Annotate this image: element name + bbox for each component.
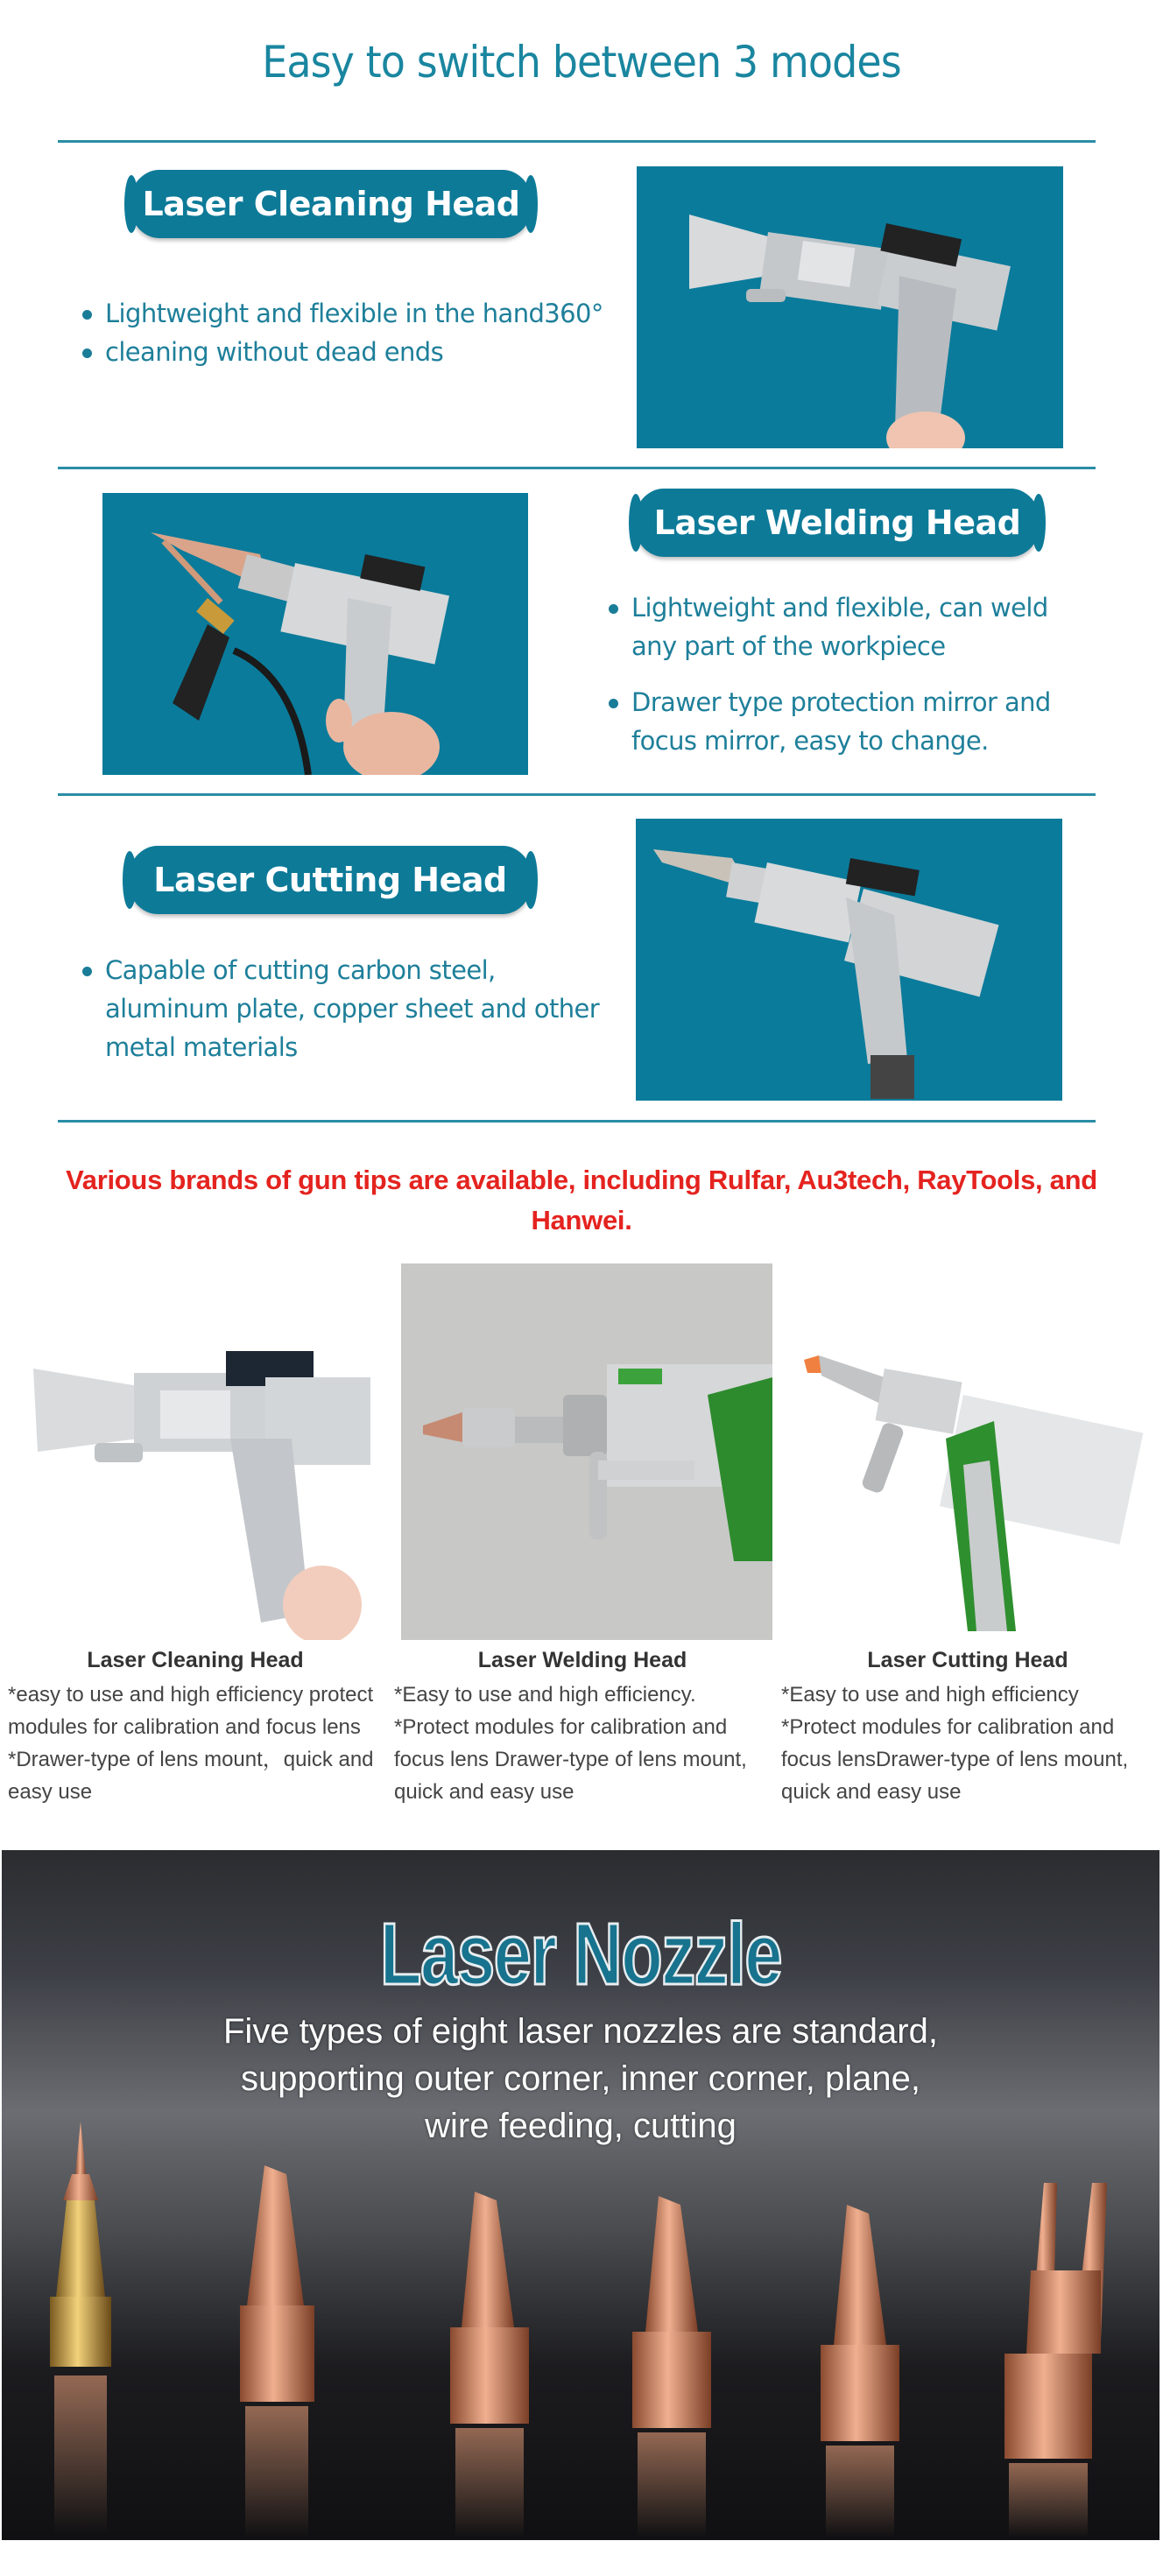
- product-image-cutting: [788, 1263, 1156, 1640]
- bullet-item: Lightweight and flexible, can weld any part of the workpiece: [607, 588, 1097, 665]
- divider: [58, 1120, 1096, 1123]
- cleaning-head-ribbon: [130, 170, 532, 238]
- product-desc-cutting: *Easy to use and high efficiency *Protect modules for calibration and focus lensDrawer-type of lens mount, quick and easy use: [781, 1683, 1129, 1804]
- subtitle-line: Five types of eight laser nozzles are standard,: [223, 2012, 938, 2051]
- welding-head-label: Laser Welding Head: [653, 503, 1021, 542]
- divider: [58, 467, 1096, 469]
- product-image-welding: [401, 1263, 772, 1640]
- cleaning-head-bullets: [81, 294, 624, 371]
- welding-head-ribbon: [634, 489, 1040, 557]
- subtitle-line: wire feeding, cutting: [425, 2107, 737, 2145]
- laser-nozzle-banner: [2, 1850, 1159, 2540]
- divider: [58, 793, 1096, 796]
- nozzle-4: [632, 2196, 711, 2537]
- cleaning-head-photo: [637, 166, 1063, 448]
- laser-cleaning-gun-icon: [637, 166, 1063, 448]
- nozzle-6-fork: [1004, 2183, 1107, 2537]
- bullet-item: Drawer type protection mirror and focus mirror, easy to change.: [607, 683, 1097, 760]
- product-desc-welding: *Easy to use and high efficiency. *Protect modules for calibration and focus lens Drawer-type of lens mount, quick and easy use: [394, 1683, 747, 1804]
- welding-head-bullets: [607, 588, 1097, 778]
- nozzle-banner-title: Laser Nozzle: [379, 1905, 782, 2003]
- laser-welding-gun-icon: [102, 493, 528, 775]
- laser-cutting-gun-icon: [636, 819, 1062, 1101]
- nozzle-1: [50, 2122, 111, 2533]
- subtitle-line: supporting outer corner, inner corner, plane,: [240, 2059, 921, 2098]
- product-title-cleaning: Laser Cleaning Head: [87, 1648, 304, 1672]
- cutting-head-image-icon: [788, 1263, 1156, 1640]
- cleaning-head-label: Laser Cleaning Head: [142, 185, 520, 223]
- nozzle-3: [450, 2192, 529, 2537]
- section-title: Easy to switch between 3 modes: [262, 37, 901, 88]
- cutting-head-label: Laser Cutting Head: [153, 861, 507, 899]
- product-image-cleaning: [7, 1263, 384, 1640]
- bullet-item: cleaning without dead ends: [81, 333, 624, 371]
- cutting-head-photo: [636, 819, 1062, 1101]
- nozzle-5: [821, 2205, 899, 2537]
- cutting-head-ribbon: [128, 846, 532, 914]
- product-desc-cleaning: *easy to use and high efficiency protect modules for calibration and focus lens *Drawer-type of lens mount，quick and easy use: [8, 1683, 374, 1804]
- welding-head-image-icon: [401, 1263, 772, 1640]
- nozzle-banner-subtitle: [2, 2008, 1159, 2150]
- welding-head-photo: [102, 493, 528, 775]
- nozzle-2: [240, 2165, 314, 2537]
- bullet-item: Capable of cutting carbon steel, aluminum plate, copper sheet and other metal materials: [81, 951, 624, 1066]
- divider: [58, 140, 1096, 143]
- bullet-item: Lightweight and flexible in the hand360°: [81, 294, 624, 333]
- product-title-cutting: Laser Cutting Head: [867, 1648, 1068, 1672]
- cleaning-head-image-icon: [7, 1263, 384, 1640]
- cutting-head-bullets: [81, 951, 624, 1066]
- brand-availability-note: Various brands of gun tips are available, including Rulfar, Au3tech, RayTools, and Hanwei.: [66, 1165, 1097, 1235]
- product-title-welding: Laser Welding Head: [477, 1648, 687, 1672]
